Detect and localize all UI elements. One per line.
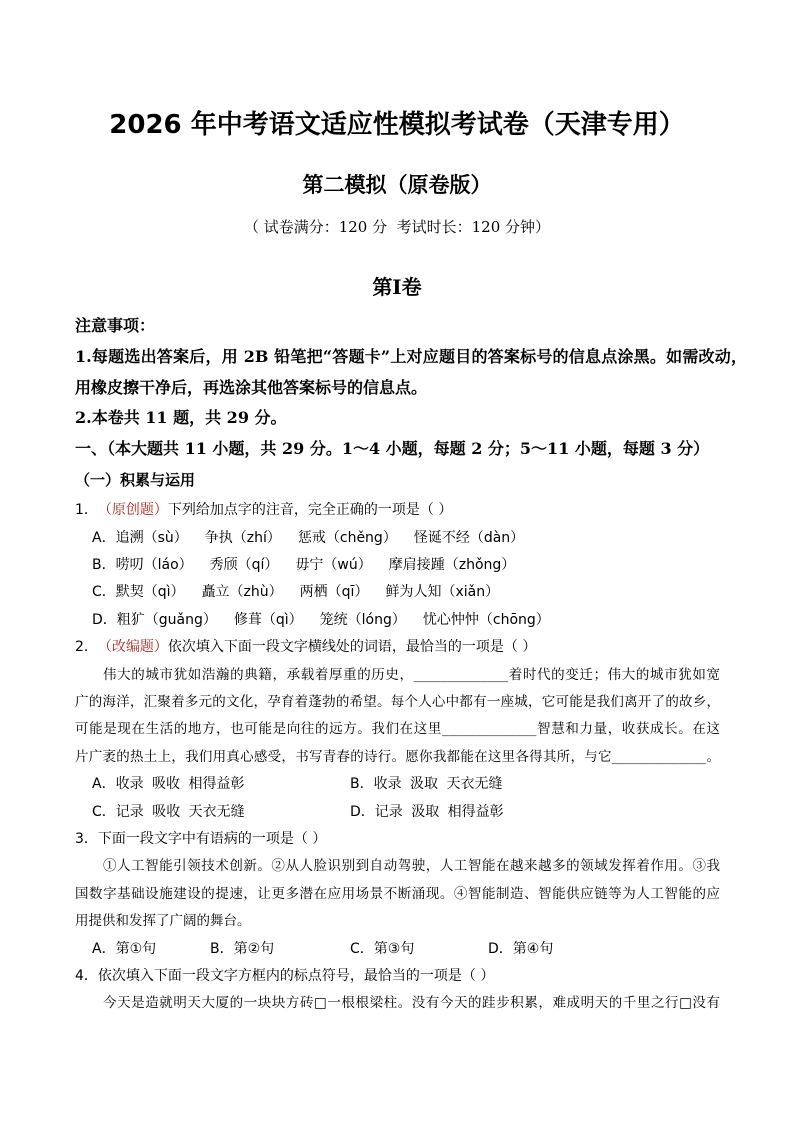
notice-block [75, 311, 747, 496]
option-term: 鲜为人知（xiǎn） [385, 584, 500, 601]
question-1-option-c [75, 579, 720, 606]
option-term: 秀颀（qí） [209, 557, 279, 574]
option-term: 争执（zhí） [204, 529, 281, 546]
question-tag: （原创题） [97, 502, 168, 519]
question-2-option-c: C．记录 吸收 天衣无缝 [92, 803, 245, 820]
option-label: A． [92, 529, 116, 546]
question-text: 依次填入下面一段文字方框内的标点符号，最恰当的一项是（ ） [97, 967, 495, 984]
question-2-options-row-2 [75, 799, 720, 826]
question-4-stem [75, 963, 720, 990]
option-term: 忧心忡忡（chōng） [422, 611, 550, 628]
option-term: 怪诞不经（dàn） [413, 529, 525, 546]
option-term: 矗立（zhù） [201, 584, 283, 601]
question-number: 1． [75, 502, 98, 519]
question-number: 4． [75, 967, 98, 984]
question-3-stem [75, 826, 720, 853]
exam-subtitle: 第二模拟（原卷版） [302, 173, 492, 197]
question-4-passage-line: 今天是造就明天大厦的一块块方砖□一根根梁柱。没有今天的跬步积累，难成明天的千里之行□没有 [103, 995, 720, 1012]
question-3-option-c: C．第③句 [350, 940, 415, 957]
subsection-heading: （一）积累与运用 [75, 470, 196, 489]
question-2-passage-line: 伟大的城市犹如浩瀚的典籍，承载着厚重的历史，______________着时代的变迁；伟大的城市犹如宽 [103, 666, 720, 683]
notice-item-2: 2.本卷共 11 题，共 29 分。 [75, 408, 287, 428]
question-2-option-a: A．收录 吸收 相得益彰 [92, 776, 245, 793]
option-term: 两栖（qī） [299, 584, 369, 601]
section-heading: 一、（本大题共 11 小题，共 29 分。1～4 小题，每题 2 分；5～11 小题，每题 3 分） [75, 439, 710, 459]
question-1-option-b [75, 552, 720, 579]
question-3-option-d: D．第④句 [488, 940, 554, 957]
exam-title: 2026 年中考语文适应性模拟考试卷（天津专用） [109, 110, 685, 140]
option-label: D． [92, 611, 117, 628]
question-text: 下列给加点字的注音，完全正确的一项是（ ） [167, 502, 453, 519]
questions-block [75, 497, 720, 1017]
question-2-options-row-1 [75, 771, 720, 798]
question-number: 3． [75, 830, 98, 847]
option-term: 摩肩接踵（zhǒng） [388, 557, 516, 574]
option-label: B． [92, 557, 116, 574]
option-term: 惩戒（chěng） [297, 529, 397, 546]
question-text: 下面一段文字中有语病的一项是（ ） [97, 830, 327, 847]
exam-info: （ 试卷满分：120 分 考试时长：120 分钟） [243, 218, 551, 236]
question-2-passage-line: 片广袤的热土上，我们用真心感受，书写青春的诗行。愿你我都能在这里各得其所，与它______________。 [75, 748, 720, 765]
question-3-option-b: B．第②句 [210, 940, 275, 957]
volume-heading: 第Ⅰ卷 [372, 275, 422, 299]
question-1-option-a [75, 525, 720, 552]
question-3-options-row [75, 936, 720, 963]
question-text: 依次填入下面一段文字横线处的词语，最恰当的一项是（ ） [167, 639, 537, 656]
question-2-option-b: B．收录 汲取 天衣无缝 [350, 776, 503, 793]
question-tag: （改编题） [97, 639, 168, 656]
option-term: 唠叨（láo） [115, 557, 193, 574]
question-2-passage-line: 广的海洋，汇聚着多元的文化，孕育着蓬勃的希望。每个人心中都有一座城，它可能是我们离开了的故乡， [75, 694, 720, 711]
option-term: 默契（qì） [115, 584, 185, 601]
question-1-stem [75, 497, 720, 524]
notice-heading: 注意事项： [75, 316, 156, 335]
question-1-option-d [75, 607, 720, 634]
question-3-passage-line: 用提供和发挥了广阔的舞台。 [75, 913, 251, 930]
option-term: 笼统（lóng） [319, 611, 406, 628]
notice-item-1-line-1: 1.每题选出答案后，用 2B 铅笔把“答题卡”上对应题目的答案标号的信息点涂黑。如需改动， [75, 346, 747, 366]
question-2-stem [75, 634, 720, 661]
notice-item-1-line-2: 用橡皮擦干净后，再选涂其他答案标号的信息点。 [75, 377, 428, 397]
question-2-passage-line: 可能是现在生活的地方，也可能是向往的远方。我们在这里______________智慧和力量，收获成长。在这 [75, 721, 720, 738]
option-term: 粗犷（guǎng） [116, 611, 217, 628]
question-2-option-d: D．记录 汲取 相得益彰 [350, 803, 504, 820]
question-3-passage-line: 国数字基础设施建设的提速，让更多潜在应用场景不断涌现。④智能制造、智能供应链等为人工智能的应 [75, 885, 720, 902]
option-term: 追溯（sù） [115, 529, 188, 546]
option-term: 修葺（qì） [233, 611, 303, 628]
question-3-option-a: A．第①句 [92, 940, 157, 957]
option-label: C． [92, 584, 116, 601]
question-3-passage-line: ①人工智能引领技术创新。②从人脸识别到自动驾驶，人工智能在越来越多的领域发挥着作用。③我 [103, 858, 720, 875]
option-term: 毋宁（wú） [295, 557, 372, 574]
question-number: 2． [75, 639, 98, 656]
